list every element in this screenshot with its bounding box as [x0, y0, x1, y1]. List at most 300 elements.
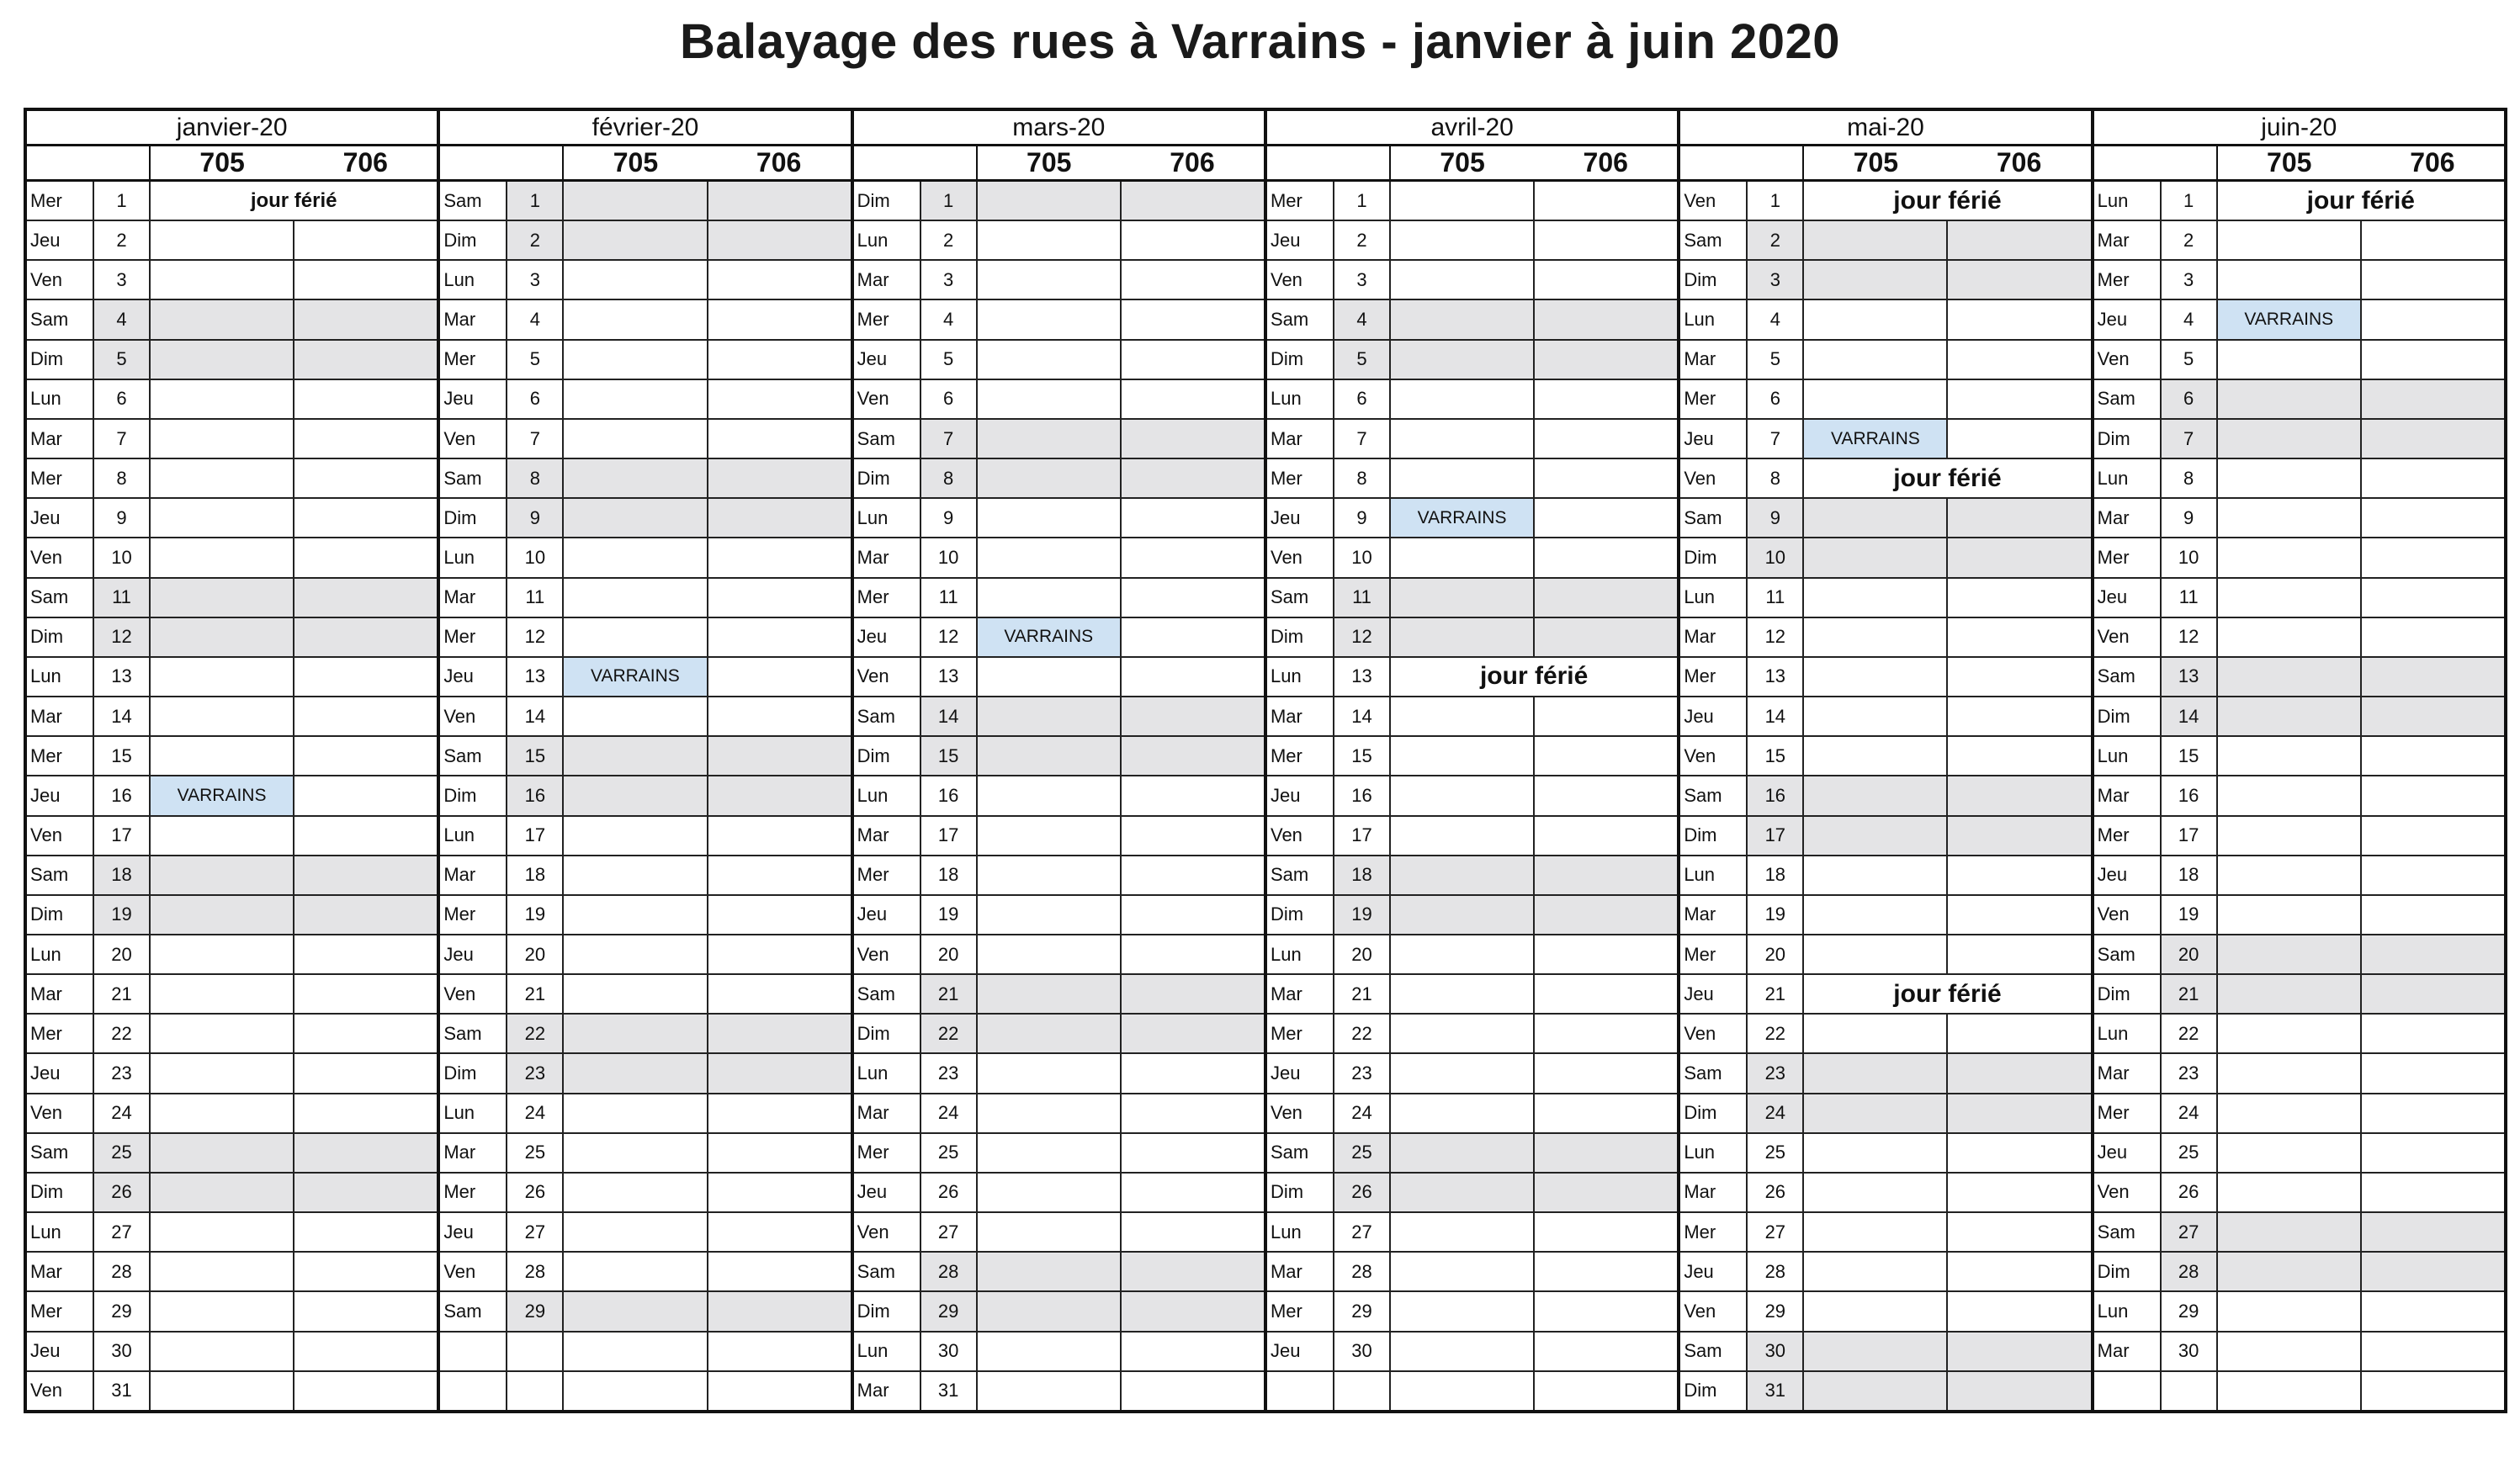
cell-706 — [2362, 261, 2504, 299]
cell-705 — [564, 697, 708, 735]
weekday-cell: Sam — [1267, 579, 1334, 617]
table-row — [440, 579, 850, 618]
table-row — [27, 1174, 437, 1213]
day-number-cell: 24 — [921, 1094, 978, 1132]
day-number-cell: 1 — [2162, 182, 2218, 220]
weekday-cell: Ven — [1680, 1292, 1748, 1330]
cell-705 — [1804, 341, 1948, 379]
day-number-cell: 18 — [1334, 856, 1391, 894]
day-number-cell: 18 — [2162, 856, 2218, 894]
table-row — [854, 1094, 1264, 1134]
table-row — [854, 697, 1264, 737]
cell-706 — [1948, 1253, 2090, 1290]
weekday-cell — [440, 1372, 507, 1410]
cell-706 — [1535, 1094, 1677, 1132]
weekday-cell: Jeu — [1267, 1054, 1334, 1092]
header-blank-cell — [1680, 146, 1804, 179]
cell-706 — [708, 1054, 851, 1092]
weekday-cell: Lun — [2094, 737, 2162, 775]
table-row — [1680, 975, 2090, 1015]
cell-705 — [2218, 341, 2362, 379]
weekday-cell: Mar — [1680, 1174, 1748, 1211]
cell-705 — [564, 1054, 708, 1092]
weekday-cell: Sam — [1680, 1054, 1748, 1092]
day-number-cell: 13 — [2162, 658, 2218, 696]
cell-705 — [564, 341, 708, 379]
cell-705 — [1391, 896, 1535, 934]
cell-705 — [564, 856, 708, 894]
table-row — [1267, 975, 1677, 1015]
table-row — [1680, 1213, 2090, 1253]
day-number-cell: 15 — [921, 737, 978, 775]
table-row — [27, 341, 437, 380]
day-number-cell: 30 — [921, 1333, 978, 1370]
weekday-cell: Jeu — [1680, 697, 1748, 735]
cell-706 — [1535, 1253, 1677, 1290]
cell-706 — [708, 420, 851, 458]
day-number-cell: 14 — [94, 697, 151, 735]
cell-706 — [2362, 1094, 2504, 1132]
day-number-cell — [1334, 1372, 1391, 1410]
day-number-cell: 30 — [2162, 1333, 2218, 1370]
cell-706 — [708, 1333, 851, 1370]
cell-705 — [1391, 856, 1535, 894]
table-row — [2094, 975, 2504, 1015]
table-row — [1680, 221, 2090, 261]
table-row — [2094, 1174, 2504, 1213]
cell-705 — [2218, 856, 2362, 894]
weekday-cell: Dim — [2094, 697, 2162, 735]
weekday-cell: Ven — [1267, 1094, 1334, 1132]
cell-705 — [564, 182, 708, 220]
cell-706 — [1948, 1015, 2090, 1052]
cell-706 — [294, 579, 437, 617]
cell-705 — [978, 1333, 1122, 1370]
table-row — [854, 221, 1264, 261]
day-number-cell: 2 — [2162, 221, 2218, 259]
cell-705 — [564, 380, 708, 418]
table-row — [1267, 1292, 1677, 1332]
month-header: juin-20 — [2094, 111, 2504, 146]
table-row — [854, 1333, 1264, 1372]
column-header-705: 705 — [1440, 147, 1485, 178]
cell-705 — [1391, 1333, 1535, 1370]
cell-705 — [151, 697, 294, 735]
table-row — [854, 776, 1264, 816]
table-row — [27, 579, 437, 618]
weekday-cell: Mar — [854, 261, 921, 299]
day-number-cell: 4 — [507, 300, 564, 338]
day-number-cell: 5 — [1334, 341, 1391, 379]
table-row — [1267, 261, 1677, 300]
day-number-cell: 12 — [921, 618, 978, 656]
table-row — [2094, 1094, 2504, 1134]
table-row — [1267, 1015, 1677, 1054]
weekday-cell: Dim — [1267, 896, 1334, 934]
day-number-cell: 26 — [1334, 1174, 1391, 1211]
table-row — [2094, 459, 2504, 499]
table-row — [440, 182, 850, 221]
table-row — [27, 975, 437, 1015]
cell-706 — [1535, 579, 1677, 617]
table-row — [854, 935, 1264, 975]
day-number-cell: 30 — [1748, 1333, 1804, 1370]
cell-705 — [978, 737, 1122, 775]
table-row — [854, 261, 1264, 300]
day-number-cell: 8 — [921, 459, 978, 497]
cell-705 — [564, 776, 708, 814]
weekday-cell: Mar — [1267, 420, 1334, 458]
weekday-cell: Jeu — [1267, 499, 1334, 537]
weekday-cell: Jeu — [1680, 1253, 1748, 1290]
cell-705 — [1804, 261, 1948, 299]
table-row — [1680, 737, 2090, 776]
column-header-706: 706 — [1170, 147, 1215, 178]
table-row — [1680, 1253, 2090, 1292]
cell-706 — [1948, 817, 2090, 855]
weekday-cell: Mer — [2094, 538, 2162, 576]
table-row — [854, 658, 1264, 697]
weekday-cell: Dim — [1680, 817, 1748, 855]
day-number-cell: 4 — [1748, 300, 1804, 338]
cell-706 — [1122, 1333, 1264, 1370]
weekday-cell: Sam — [440, 1015, 507, 1052]
cell-705 — [978, 697, 1122, 735]
table-row — [27, 221, 437, 261]
day-number-cell: 22 — [2162, 1015, 2218, 1052]
cell-706 — [1535, 341, 1677, 379]
weekday-cell: Jeu — [1680, 975, 1748, 1013]
day-number-cell: 11 — [921, 579, 978, 617]
cell-705 — [564, 975, 708, 1013]
weekday-cell: Lun — [854, 1054, 921, 1092]
table-row — [440, 221, 850, 261]
cell-705 — [978, 975, 1122, 1013]
day-number-cell: 14 — [2162, 697, 2218, 735]
cell-706 — [294, 341, 437, 379]
cell-706 — [294, 697, 437, 735]
day-number-cell: 8 — [1334, 459, 1391, 497]
cell-705 — [1391, 1015, 1535, 1052]
cell-706 — [708, 1213, 851, 1251]
table-row — [854, 896, 1264, 935]
cell-705 — [151, 1015, 294, 1052]
cell-706 — [1948, 380, 2090, 418]
cell-705 — [978, 538, 1122, 576]
cell-705 — [1804, 856, 1948, 894]
weekday-cell: Dim — [27, 341, 94, 379]
day-number-cell: 23 — [2162, 1054, 2218, 1092]
table-row — [1680, 341, 2090, 380]
cell-706 — [1535, 1333, 1677, 1370]
weekday-cell: Lun — [1267, 935, 1334, 973]
cell-705 — [978, 1015, 1122, 1052]
cell-705 — [978, 182, 1122, 220]
day-number-cell: 30 — [1334, 1333, 1391, 1370]
weekday-cell: Mer — [1267, 459, 1334, 497]
cell-706 — [708, 1015, 851, 1052]
day-number-cell: 31 — [1748, 1372, 1804, 1410]
weekday-cell: Jeu — [1680, 420, 1748, 458]
cell-705 — [1804, 538, 1948, 576]
day-rows — [1680, 182, 2090, 1410]
table-row — [440, 697, 850, 737]
table-row — [27, 420, 437, 459]
cell-705 — [2218, 737, 2362, 775]
weekday-cell: Mar — [440, 579, 507, 617]
cell-706 — [2362, 300, 2504, 338]
weekday-cell: Lun — [27, 935, 94, 973]
day-number-cell: 29 — [921, 1292, 978, 1330]
weekday-cell: Ven — [27, 1094, 94, 1132]
table-row — [2094, 1015, 2504, 1054]
table-row — [854, 538, 1264, 578]
day-number-cell: 10 — [1334, 538, 1391, 576]
weekday-cell: Mer — [1680, 1213, 1748, 1251]
cell-706 — [1535, 380, 1677, 418]
table-row — [440, 380, 850, 420]
cell-705 — [1804, 776, 1948, 814]
cell-705 — [1804, 1372, 1948, 1410]
table-row — [27, 1333, 437, 1372]
table-row — [1267, 182, 1677, 221]
cell-706 — [1122, 658, 1264, 696]
weekday-cell: Mer — [1267, 182, 1334, 220]
weekday-cell: Dim — [27, 1174, 94, 1211]
day-number-cell: 2 — [94, 221, 151, 259]
weekday-cell: Jeu — [440, 658, 507, 696]
cell-706 — [1535, 182, 1677, 220]
weekday-cell: Lun — [2094, 1015, 2162, 1052]
cell-705 — [151, 300, 294, 338]
day-number-cell: 27 — [2162, 1213, 2218, 1251]
cell-706 — [294, 221, 437, 259]
day-number-cell: 25 — [1334, 1134, 1391, 1172]
weekday-cell: Mer — [27, 1015, 94, 1052]
day-rows — [440, 182, 850, 1410]
day-number-cell: 11 — [2162, 579, 2218, 617]
weekday-cell: Sam — [2094, 658, 2162, 696]
cell-706 — [708, 579, 851, 617]
table-row — [27, 182, 437, 221]
day-number-cell: 9 — [921, 499, 978, 537]
cell-705 — [1391, 221, 1535, 259]
weekday-cell: Ven — [1267, 538, 1334, 576]
weekday-cell: Mar — [2094, 499, 2162, 537]
table-row — [1680, 1333, 2090, 1372]
weekday-cell: Lun — [1267, 658, 1334, 696]
table-row — [440, 1292, 850, 1332]
weekday-cell: Jeu — [2094, 1134, 2162, 1172]
cell-705 — [978, 1213, 1122, 1251]
weekday-cell — [2094, 1372, 2162, 1410]
table-row — [2094, 817, 2504, 856]
weekday-cell: Dim — [1267, 1174, 1334, 1211]
day-number-cell: 17 — [2162, 817, 2218, 855]
weekday-cell: Jeu — [27, 499, 94, 537]
day-number-cell: 24 — [1748, 1094, 1804, 1132]
cell-705 — [978, 380, 1122, 418]
weekday-cell: Ven — [1680, 459, 1748, 497]
cell-705 — [978, 1054, 1122, 1092]
table-row — [1680, 1372, 2090, 1410]
day-number-cell: 31 — [94, 1372, 151, 1410]
table-row — [854, 618, 1264, 658]
column-header-706: 706 — [756, 147, 802, 178]
cell-706 — [1948, 935, 2090, 973]
day-number-cell: 2 — [1748, 221, 1804, 259]
table-row — [1680, 300, 2090, 340]
weekday-cell: Lun — [854, 1333, 921, 1370]
weekday-cell: Dim — [440, 776, 507, 814]
table-row — [440, 658, 850, 697]
day-number-cell: 5 — [507, 341, 564, 379]
day-number-cell: 27 — [1748, 1213, 1804, 1251]
cell-705 — [151, 856, 294, 894]
cell-706 — [294, 459, 437, 497]
day-number-cell: 22 — [507, 1015, 564, 1052]
cell-705 — [1391, 420, 1535, 458]
day-number-cell: 25 — [921, 1134, 978, 1172]
day-number-cell: 27 — [921, 1213, 978, 1251]
cell-706 — [2362, 1213, 2504, 1251]
day-number-cell: 29 — [94, 1292, 151, 1330]
cell-706 — [1122, 538, 1264, 576]
cell-705 — [151, 817, 294, 855]
table-row — [854, 579, 1264, 618]
day-number-cell: 3 — [507, 261, 564, 299]
cell-706 — [294, 300, 437, 338]
cell-705 — [564, 1213, 708, 1251]
cell-706 — [294, 1015, 437, 1052]
weekday-cell: Lun — [27, 658, 94, 696]
cell-705 — [151, 975, 294, 1013]
cell-706 — [2362, 896, 2504, 934]
month-column — [440, 111, 853, 1410]
day-number-cell: 5 — [94, 341, 151, 379]
weekday-cell: Dim — [854, 737, 921, 775]
day-number-cell: 14 — [921, 697, 978, 735]
table-row — [27, 896, 437, 935]
cell-705 — [1804, 658, 1948, 696]
cell-706 — [1122, 1134, 1264, 1172]
table-row — [2094, 935, 2504, 975]
cell-705: VARRAINS — [1391, 499, 1535, 537]
table-row — [854, 1174, 1264, 1213]
weekday-cell: Mer — [1267, 1292, 1334, 1330]
weekday-cell: Mar — [440, 1134, 507, 1172]
weekday-cell: Mer — [1267, 737, 1334, 775]
weekday-cell: Sam — [27, 1134, 94, 1172]
month-column — [1680, 111, 2093, 1410]
cell-706 — [708, 737, 851, 775]
cell-706 — [1948, 1213, 2090, 1251]
weekday-cell: Lun — [1267, 380, 1334, 418]
table-row — [854, 856, 1264, 896]
cell-705 — [978, 1094, 1122, 1132]
day-number-cell: 13 — [94, 658, 151, 696]
day-rows — [1267, 182, 1677, 1410]
weekday-cell: Jeu — [854, 618, 921, 656]
cell-706 — [1535, 856, 1677, 894]
day-number-cell: 8 — [1748, 459, 1804, 497]
cell-706 — [294, 776, 437, 814]
cell-705: VARRAINS — [1804, 420, 1948, 458]
weekday-cell: Lun — [1680, 856, 1748, 894]
column-header-706: 706 — [2410, 147, 2455, 178]
table-row — [440, 261, 850, 300]
table-row — [1680, 856, 2090, 896]
cell-705 — [1391, 579, 1535, 617]
page-title: Balayage des rues à Varrains - janvier à juin 2020 — [679, 14, 1841, 69]
weekday-cell: Sam — [1267, 856, 1334, 894]
weekday-cell: Mer — [27, 737, 94, 775]
cell-705 — [1804, 1333, 1948, 1370]
cell-706 — [1535, 776, 1677, 814]
day-number-cell: 28 — [1748, 1253, 1804, 1290]
table-row — [1267, 697, 1677, 737]
day-number-cell: 13 — [507, 658, 564, 696]
cell-705 — [564, 261, 708, 299]
day-number-cell: 26 — [1748, 1174, 1804, 1211]
cell-706 — [1122, 1054, 1264, 1092]
weekday-cell: Mar — [27, 697, 94, 735]
weekday-cell: Ven — [854, 1213, 921, 1251]
cell-706 — [1948, 1054, 2090, 1092]
table-row — [854, 380, 1264, 420]
cell-706 — [708, 1094, 851, 1132]
cell-706 — [1122, 776, 1264, 814]
cell-706 — [1122, 817, 1264, 855]
weekday-cell: Dim — [440, 221, 507, 259]
cell-705 — [2218, 1253, 2362, 1290]
cell-706 — [294, 1134, 437, 1172]
cell-706 — [2362, 1054, 2504, 1092]
cell-706 — [1535, 618, 1677, 656]
cell-705 — [151, 1134, 294, 1172]
weekday-cell: Mar — [27, 1253, 94, 1290]
weekday-cell: Lun — [854, 221, 921, 259]
cell-705 — [978, 1372, 1122, 1410]
weekday-cell: Dim — [1680, 538, 1748, 576]
day-number-cell: 17 — [1334, 817, 1391, 855]
day-number-cell: 20 — [1334, 935, 1391, 973]
day-number-cell: 19 — [921, 896, 978, 934]
cell-705 — [151, 737, 294, 775]
table-row — [1267, 1333, 1677, 1372]
cell-705 — [1391, 459, 1535, 497]
day-number-cell: 22 — [921, 1015, 978, 1052]
table-row — [854, 975, 1264, 1015]
table-row — [440, 1253, 850, 1292]
weekday-cell: Lun — [1680, 1134, 1748, 1172]
cell-706 — [2362, 776, 2504, 814]
weekday-cell: Ven — [854, 658, 921, 696]
weekday-cell: Dim — [27, 896, 94, 934]
day-number-cell: 23 — [507, 1054, 564, 1092]
cell-706 — [1122, 618, 1264, 656]
day-number-cell: 20 — [1748, 935, 1804, 973]
weekday-cell: Jeu — [440, 380, 507, 418]
weekday-cell: Ven — [1680, 1015, 1748, 1052]
table-row — [27, 776, 437, 816]
table-row — [2094, 896, 2504, 935]
cell-706 — [708, 499, 851, 537]
day-number-cell: 21 — [921, 975, 978, 1013]
weekday-cell: Mer — [854, 579, 921, 617]
table-row — [1680, 658, 2090, 697]
table-row — [854, 300, 1264, 340]
